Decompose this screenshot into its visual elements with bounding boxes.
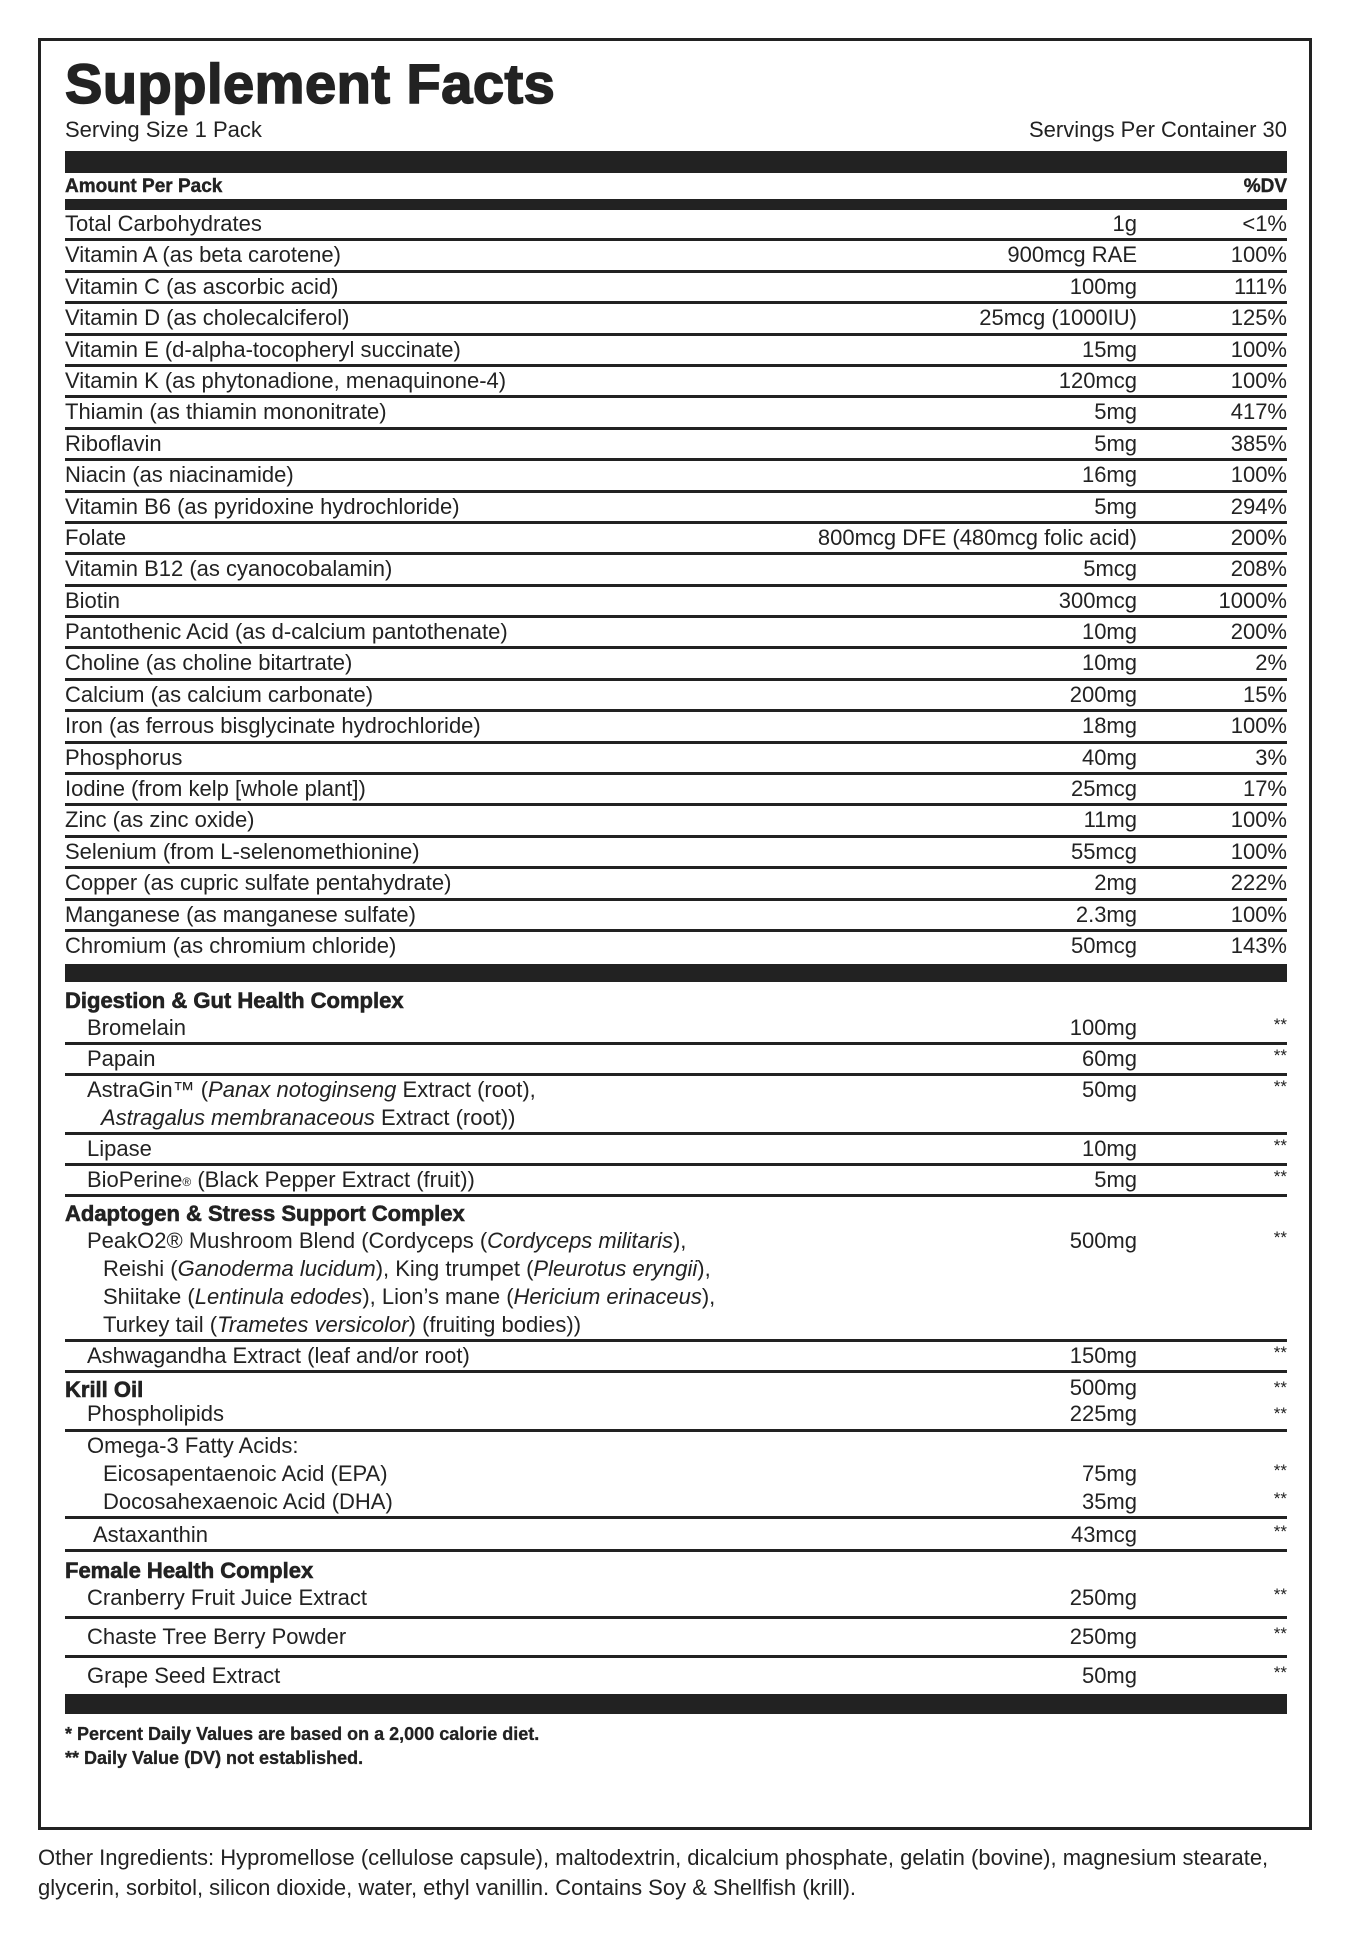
nutrient-row — [65, 493, 1287, 524]
ingredient-row — [65, 1488, 1287, 1519]
latin-name: Pleurotus eryngii — [533, 1256, 698, 1282]
nutrient-dv: 2% — [1255, 650, 1287, 676]
nutrient-row — [65, 618, 1287, 649]
ingredient-row — [65, 1045, 1287, 1076]
ingredient-dv: ** — [1273, 1378, 1287, 1398]
text-part: PeakO2® Mushroom Blend (Cordyceps ( — [87, 1228, 488, 1254]
ingredient-dv: ** — [1273, 1015, 1287, 1035]
text-part: AstraGin™ ( — [87, 1077, 209, 1103]
nutrient-row — [65, 461, 1287, 492]
nutrient-name: Vitamin A (as beta carotene) — [65, 242, 341, 268]
ingredient-name — [65, 1166, 837, 1194]
nutrient-name: Selenium (from L-selenomethionine) — [65, 838, 420, 864]
nutrient-row — [65, 398, 1287, 429]
ingredient-amount: 10mg — [1081, 1136, 1137, 1162]
nutrient-name: Copper (as cupric sulfate pentahydrate) — [65, 870, 452, 896]
ingredient-name: Chaste Tree Berry Powder — [87, 1624, 347, 1650]
ingredient-dv: ** — [1273, 1228, 1287, 1248]
nutrient-dv: 417% — [1230, 399, 1287, 425]
serving-info — [65, 117, 1287, 143]
ingredient-row — [65, 1658, 1287, 1694]
footnote-dv-not-established: ** Daily Value (DV) not established. — [65, 1748, 364, 1769]
nutrient-dv: 100% — [1230, 713, 1287, 739]
ingredient-dv: ** — [1273, 1663, 1287, 1683]
text-part: Turkey tail ( — [103, 1312, 218, 1338]
text-part: BioPerine — [87, 1167, 183, 1193]
nutrient-dv: 100% — [1230, 901, 1287, 927]
nutrient-row — [65, 838, 1287, 869]
ingredient-name: Grape Seed Extract — [87, 1663, 281, 1689]
ingredient-amount: 250mg — [1069, 1624, 1137, 1650]
nutrient-row — [65, 712, 1287, 743]
supplement-facts-panel — [38, 38, 1312, 1830]
nutrient-amount: 11mg — [1083, 807, 1137, 833]
ingredient-amount: 150mg — [1069, 1343, 1137, 1369]
nutrient-amount: 2mg — [1094, 870, 1137, 896]
ingredient-name — [65, 1227, 837, 1339]
nutrient-amount: 1g — [1112, 211, 1137, 236]
nutrient-row — [65, 367, 1287, 398]
krill-oil-row — [65, 1377, 1287, 1403]
nutrient-name: Choline (as choline bitartrate) — [65, 650, 353, 676]
nutrient-dv: <1% — [1242, 211, 1287, 236]
nutrient-dv: 100% — [1230, 807, 1287, 833]
nutrient-dv: 200% — [1230, 524, 1287, 550]
latin-name: Lentinula edodes — [194, 1284, 363, 1310]
ingredient-name: Lipase — [87, 1136, 152, 1162]
latin-name: Cordyceps militaris — [487, 1228, 673, 1254]
nutrient-row — [65, 681, 1287, 712]
ingredient-name — [65, 1076, 837, 1132]
nutrient-amount: 16mg — [1081, 462, 1137, 488]
nutrient-amount: 55mcg — [1070, 838, 1137, 864]
ingredient-amount: 225mg — [1069, 1401, 1137, 1427]
nutrient-name: Vitamin B12 (as cyanocobalamin) — [65, 556, 393, 582]
nutrient-name: Iodine (from kelp [whole plant]) — [65, 776, 366, 802]
other-ingredients: Other Ingredients: Hypromellose (cellulose capsule), maltodextrin, dicalcium phosphate, gelatin (bovine), magnesium stearate, glycerin, sorbitol, silicon dioxide, water, ethyl vanillin. Contains Soy & Shellfish (krill). — [38, 1845, 1269, 1900]
ingredient-amount: 43mcg — [1070, 1522, 1137, 1548]
text-part: Shiitake ( — [103, 1284, 195, 1310]
text-part: Extract (root)) — [374, 1105, 516, 1131]
nutrient-dv: 17% — [1242, 776, 1287, 802]
nutrient-row — [65, 775, 1287, 806]
latin-name: Trametes versicolor — [217, 1312, 409, 1338]
registered-mark: ® — [182, 1175, 192, 1190]
ingredient-dv: ** — [1273, 1522, 1287, 1542]
nutrient-row — [65, 806, 1287, 837]
nutrient-dv: 100% — [1230, 838, 1287, 864]
ingredient-amount: 50mg — [1081, 1663, 1137, 1689]
nutrient-dv: 222% — [1230, 870, 1287, 896]
ingredient-name: Docosahexaenoic Acid (DHA) — [103, 1489, 393, 1515]
latin-name: Ganoderma lucidum — [177, 1256, 376, 1282]
nutrient-amount: 5mg — [1094, 399, 1137, 425]
nutrient-row — [65, 210, 1287, 241]
panel-title: Supplement Facts — [65, 52, 556, 115]
nutrient-row — [65, 273, 1287, 304]
nutrient-row — [65, 932, 1287, 960]
ingredient-name: Papain — [87, 1046, 156, 1072]
dv-header: %DV — [1243, 176, 1287, 197]
nutrient-name: Niacin (as niacinamide) — [65, 462, 294, 488]
section-title-krill: Krill Oil — [65, 1377, 144, 1403]
ingredient-row — [65, 1342, 1287, 1373]
ingredient-dv: ** — [1273, 1404, 1287, 1424]
latin-name: Astragalus membranaceous — [101, 1105, 375, 1131]
ingredient-amount: 500mg — [1069, 1375, 1137, 1401]
nutrient-row — [65, 430, 1287, 461]
nutrient-dv: 100% — [1230, 367, 1287, 393]
nutrient-dv: 208% — [1230, 556, 1287, 582]
nutrient-amount: 10mg — [1081, 650, 1137, 676]
nutrient-row — [65, 901, 1287, 932]
ingredient-name: Bromelain — [87, 1015, 187, 1041]
nutrient-name: Pantothenic Acid (as d-calcium pantothenate) — [65, 619, 508, 645]
nutrient-name: Manganese (as manganese sulfate) — [65, 901, 416, 927]
ingredient-row — [65, 1135, 1287, 1166]
nutrient-amount: 25mcg — [1070, 776, 1137, 802]
nutrient-amount: 200mg — [1069, 681, 1137, 707]
nutrient-amount: 25mcg (1000IU) — [979, 305, 1137, 331]
nutrient-name: Riboflavin — [65, 430, 162, 456]
nutrient-name: Iron (as ferrous bisglycinate hydrochloride) — [65, 713, 481, 739]
nutrient-amount: 40mg — [1081, 744, 1137, 770]
nutrient-dv: 100% — [1230, 336, 1287, 362]
text-part: ), — [697, 1256, 711, 1282]
nutrient-amount: 800mcg DFE (480mcg folic acid) — [817, 524, 1137, 550]
text-part: ), Lion’s mane ( — [362, 1284, 514, 1310]
nutrient-amount: 5mg — [1094, 493, 1137, 519]
ingredient-name: Phospholipids — [87, 1401, 224, 1427]
nutrient-name: Vitamin B6 (as pyridoxine hydrochloride) — [65, 493, 460, 519]
ingredient-dv: ** — [1273, 1461, 1287, 1481]
nutrient-name: Vitamin E (d-alpha-tocopheryl succinate) — [65, 336, 461, 362]
divider-thick — [65, 151, 1287, 173]
nutrient-row — [65, 587, 1287, 618]
ingredient-amount: 50mg — [1081, 1077, 1137, 1103]
ingredient-amount: 500mg — [1069, 1228, 1137, 1254]
nutrient-amount: 15mg — [1081, 336, 1137, 362]
nutrient-name: Total Carbohydrates — [65, 211, 262, 236]
nutrient-dv: 100% — [1230, 242, 1287, 268]
nutrient-amount: 120mcg — [1058, 367, 1137, 393]
ingredient-amount: 100mg — [1069, 1015, 1137, 1041]
nutrient-amount: 10mg — [1081, 619, 1137, 645]
text-part: ) (fruiting bodies)) — [408, 1312, 582, 1338]
nutrient-dv: 385% — [1230, 430, 1287, 456]
vitamin-table — [65, 210, 1287, 960]
nutrient-dv: 100% — [1230, 462, 1287, 488]
omega-label-row — [65, 1432, 1287, 1460]
ingredient-row — [65, 1460, 1287, 1488]
nutrient-row — [65, 241, 1287, 272]
divider-thick — [65, 1694, 1287, 1714]
divider-medium — [65, 199, 1287, 210]
nutrient-dv: 3% — [1255, 744, 1287, 770]
ingredient-row — [65, 1403, 1287, 1432]
nutrient-row — [65, 744, 1287, 775]
ingredient-row — [65, 1166, 1287, 1197]
ingredient-dv: ** — [1273, 1046, 1287, 1066]
nutrient-name: Zinc (as zinc oxide) — [65, 807, 255, 833]
text-part: Reishi ( — [103, 1256, 178, 1282]
ingredient-name: Cranberry Fruit Juice Extract — [87, 1585, 367, 1611]
nutrient-name: Vitamin K (as phytonadione, menaquinone-4) — [65, 367, 507, 393]
section-title-female: Female Health Complex — [65, 1558, 314, 1584]
nutrient-row — [65, 304, 1287, 335]
ingredient-row — [65, 1584, 1287, 1619]
nutrient-name: Chromium (as chromium chloride) — [65, 932, 397, 958]
ingredient-name: Eicosapentaenoic Acid (EPA) — [103, 1461, 388, 1487]
nutrient-dv: 15% — [1242, 681, 1287, 707]
nutrient-amount: 300mcg — [1058, 587, 1137, 613]
servings-per-container: Servings Per Container 30 — [1028, 117, 1287, 142]
ingredient-row — [65, 1619, 1287, 1658]
nutrient-row — [65, 524, 1287, 555]
ingredient-row — [65, 1227, 1287, 1342]
ingredient-row — [65, 1519, 1287, 1552]
nutrient-name: Vitamin C (as ascorbic acid) — [65, 273, 339, 299]
nutrient-amount: 900mcg RAE — [1007, 242, 1137, 268]
ingredient-dv: ** — [1273, 1136, 1287, 1156]
amount-header: Amount Per Pack — [65, 176, 223, 197]
ingredient-name: Ashwagandha Extract (leaf and/or root) — [87, 1343, 470, 1369]
nutrient-name: Phosphorus — [65, 744, 183, 770]
ingredient-name: Astaxanthin — [93, 1522, 208, 1548]
ingredient-row — [65, 1076, 1287, 1135]
ingredient-amount: 60mg — [1081, 1046, 1137, 1072]
text-part: (Black Pepper Extract (fruit)) — [191, 1167, 475, 1193]
nutrient-dv: 143% — [1230, 932, 1287, 958]
nutrient-row — [65, 555, 1287, 586]
footnote-percent-dv: * Percent Daily Values are based on a 2,000 calorie diet. — [65, 1724, 540, 1745]
nutrient-dv: 111% — [1233, 273, 1287, 299]
nutrient-row — [65, 869, 1287, 900]
omega-3-label: Omega-3 Fatty Acids: — [87, 1433, 299, 1459]
nutrient-amount: 18mg — [1081, 713, 1137, 739]
ingredient-dv: ** — [1273, 1624, 1287, 1644]
nutrient-amount: 5mcg — [1083, 556, 1137, 582]
ingredient-dv: ** — [1273, 1343, 1287, 1363]
nutrient-name: Folate — [65, 524, 127, 550]
ingredient-amount: 35mg — [1081, 1489, 1137, 1515]
ingredient-dv: ** — [1273, 1077, 1287, 1097]
nutrient-row — [65, 649, 1287, 680]
column-header — [65, 173, 1287, 199]
nutrient-dv: 200% — [1230, 619, 1287, 645]
text-part: Extract (root), — [396, 1077, 536, 1103]
nutrient-amount: 100mg — [1069, 273, 1137, 299]
footnotes — [65, 1722, 1287, 1770]
text-part: ), King trumpet ( — [375, 1256, 534, 1282]
nutrient-name: Biotin — [65, 587, 121, 613]
nutrient-row — [65, 336, 1287, 367]
nutrient-amount: 2.3mg — [1075, 901, 1137, 927]
ingredient-dv: ** — [1273, 1167, 1287, 1187]
ingredient-dv: ** — [1273, 1585, 1287, 1605]
serving-size: Serving Size 1 Pack — [65, 117, 262, 142]
text-part: ), — [701, 1284, 716, 1310]
nutrient-dv: 1000% — [1218, 587, 1287, 613]
ingredient-dv: ** — [1273, 1489, 1287, 1509]
text-part: ), — [672, 1228, 687, 1254]
ingredient-row — [65, 1014, 1287, 1045]
nutrient-amount: 50mcg — [1070, 932, 1137, 958]
nutrient-name: Vitamin D (as cholecalciferol) — [65, 305, 350, 331]
nutrient-dv: 125% — [1230, 305, 1287, 331]
ingredient-amount: 75mg — [1081, 1461, 1137, 1487]
ingredient-amount: 250mg — [1069, 1585, 1137, 1611]
latin-name: Panax notoginseng — [208, 1077, 397, 1103]
nutrient-amount: 5mg — [1094, 430, 1137, 456]
ingredient-amount: 5mg — [1094, 1167, 1137, 1193]
latin-name: Hericium erinaceus — [513, 1284, 702, 1310]
section-title-adaptogen: Adaptogen & Stress Support Complex — [65, 1201, 465, 1227]
divider-thick — [65, 964, 1287, 982]
nutrient-name: Calcium (as calcium carbonate) — [65, 681, 374, 707]
nutrient-dv: 294% — [1230, 493, 1287, 519]
section-title-digestion: Digestion & Gut Health Complex — [65, 988, 404, 1014]
nutrient-name: Thiamin (as thiamin mononitrate) — [65, 399, 387, 425]
